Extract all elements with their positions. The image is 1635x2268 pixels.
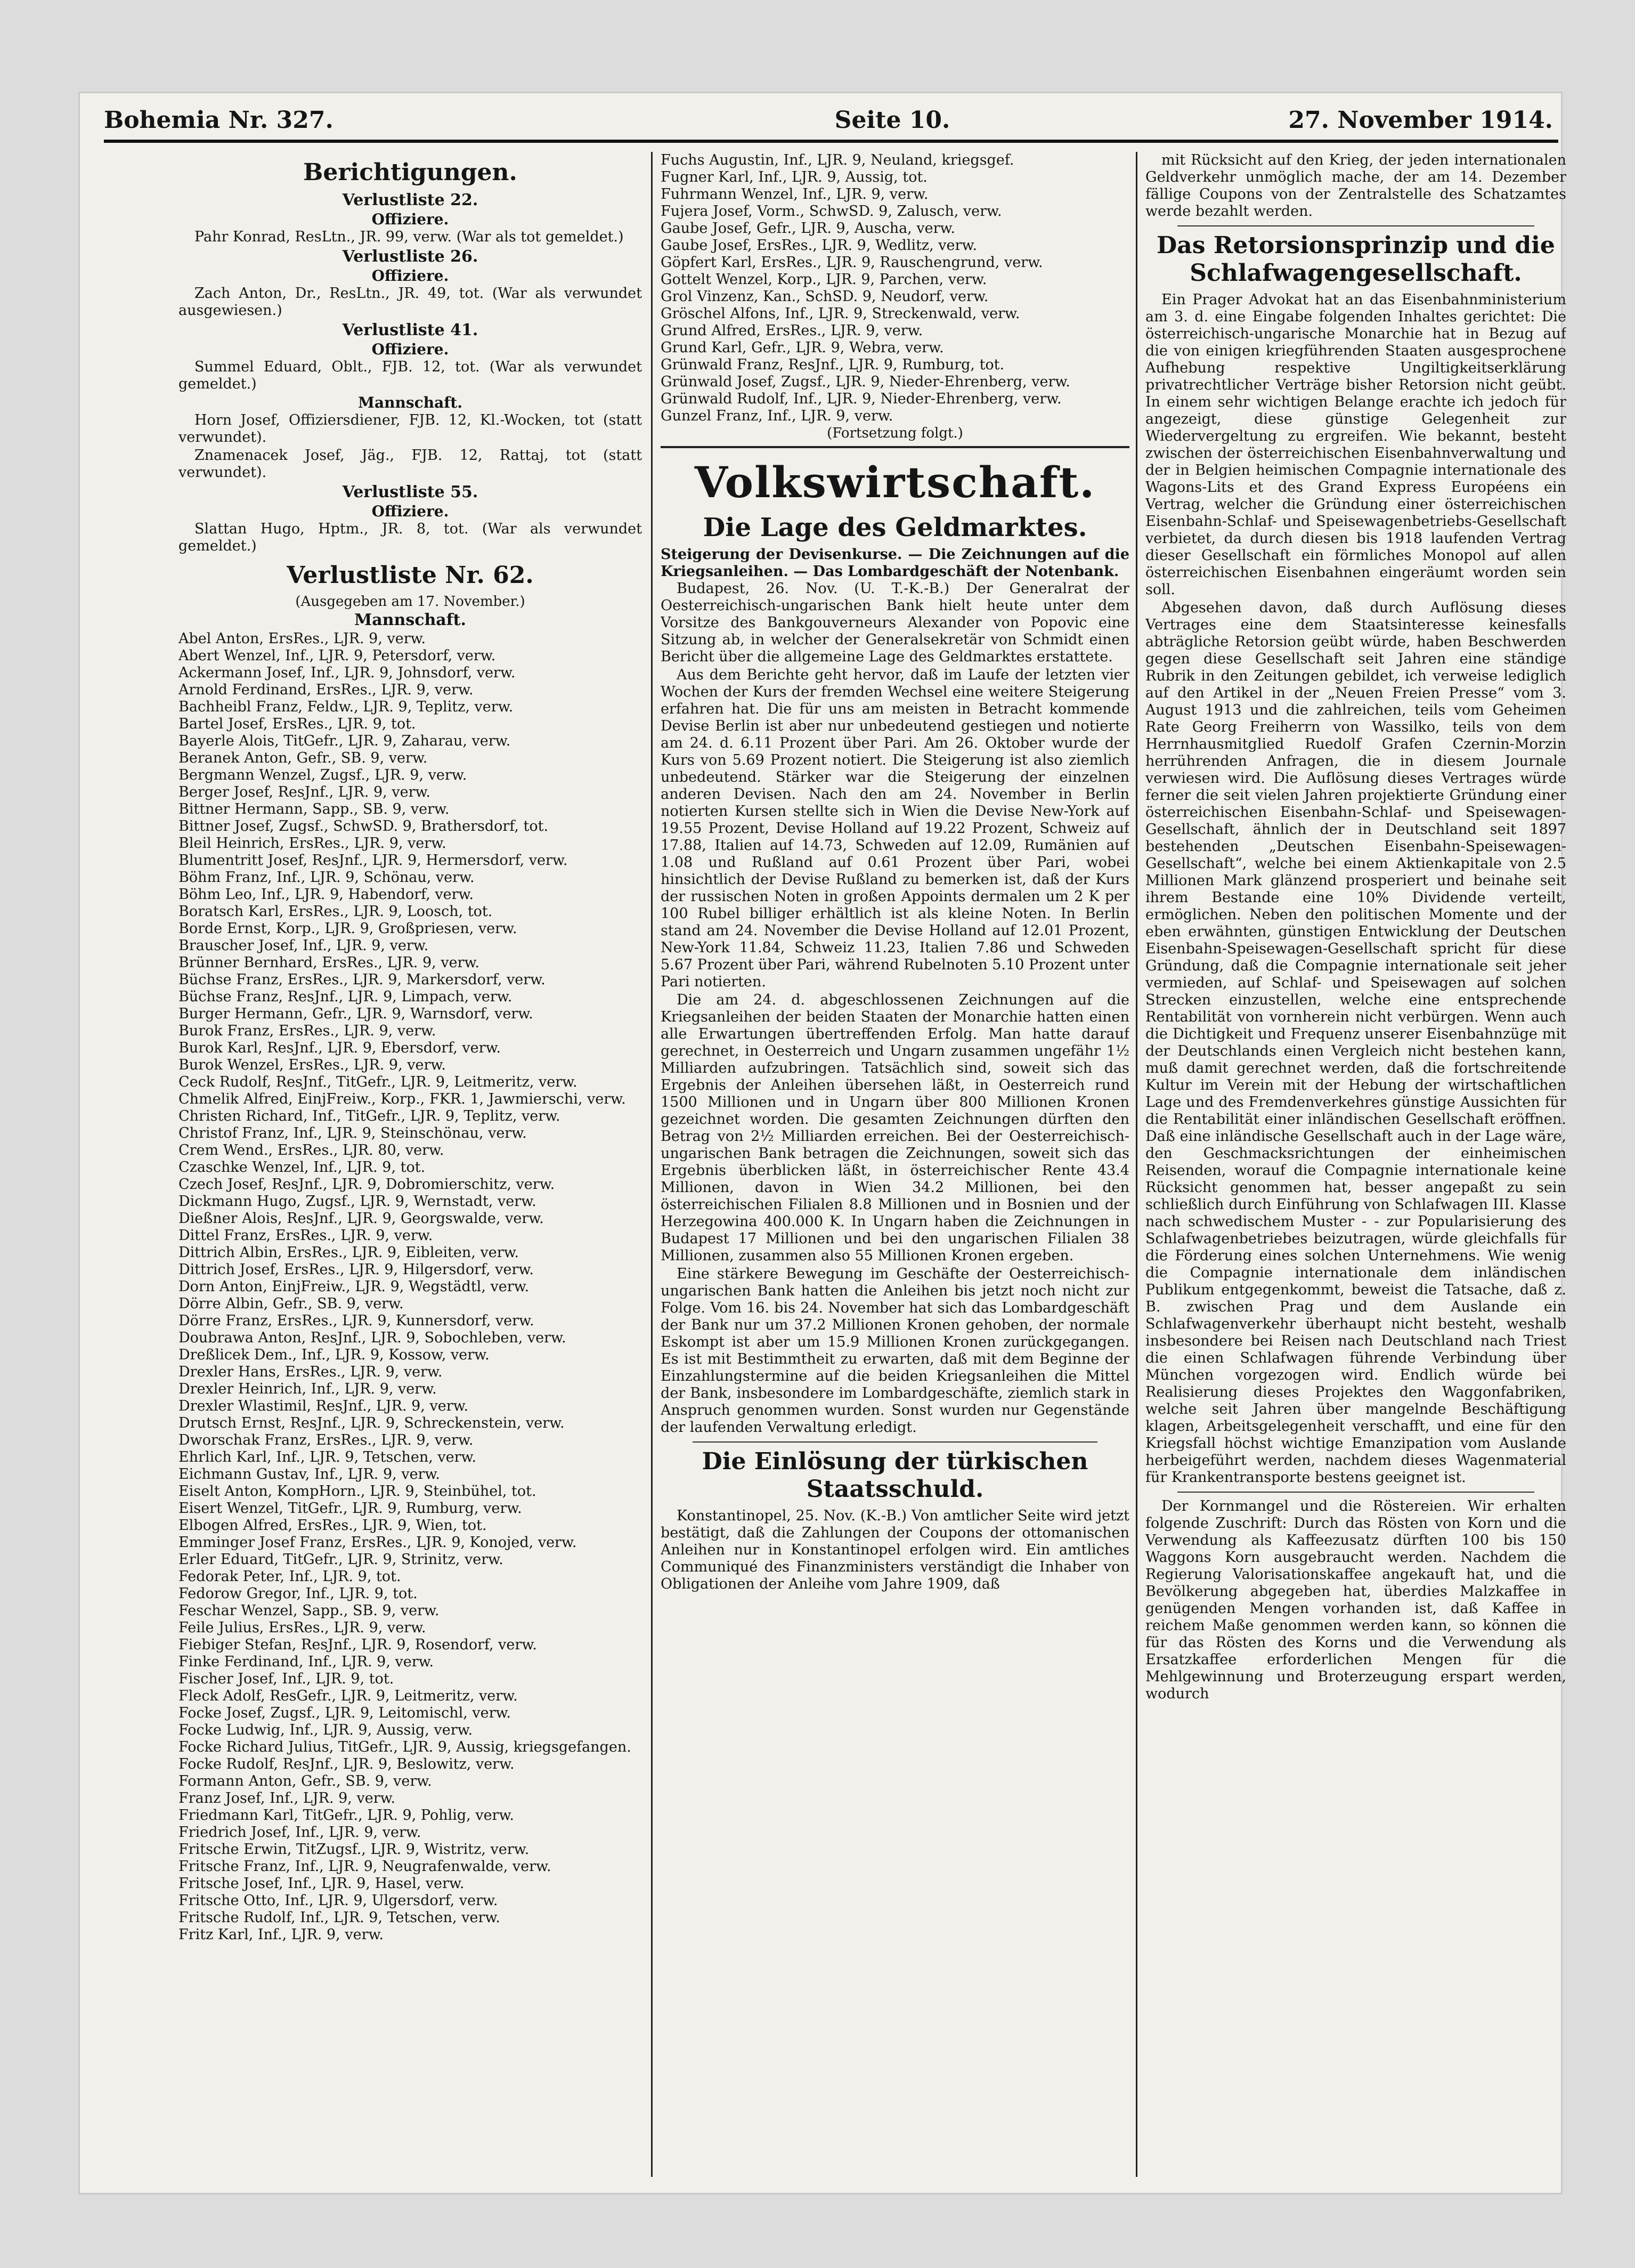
list-entry: Fleck Adolf, ResGefr., LJR. 9, Leitmeritz, verw. — [178, 1688, 518, 1704]
list-entry: Gunzel Franz, Inf., LJR. 9, verw. — [661, 408, 893, 424]
list-entry: Böhm Leo, Inf., LJR. 9, Habendorf, verw. — [178, 886, 474, 903]
article-rule — [1177, 225, 1534, 226]
grain-shortage-article: Der Kornmangel und die Röstereien. Wir erhalten folgende Zuschrift: Durch das Rösten von Korn und die Verwendung als Kaffeezusatz dürften 100 bis 150 Waggons Korn ausgebraucht werden. Nachdem die Regierung Valorisationskaffee angekauft hat, und die Bevölkerung abgegeben hat, überdies Malzkaffee in genügenden Mengen vorhanden ist, daß Kaffee in reichem Maße genommen werden kann, so können die für das Rösten des Korns und die Verwendung als Ersatzkaffee erforderlichen Mengen für die Mehlgewinnung und Broterzeugung erspart werden, wodurch — [1145, 1498, 1566, 1702]
list-entry: Bayerle Alois, TitGefr., LJR. 9, Zaharau, verw. — [178, 733, 511, 749]
list-entry: Grol Vinzenz, Kan., SchSD. 9, Neudorf, verw. — [661, 288, 989, 305]
list-entry: Focke Josef, Zugsf., LJR. 9, Leitomischl, verw. — [178, 1705, 511, 1721]
list-entry: Boratsch Karl, ErsRes., LJR. 9, Loosch, tot. — [178, 903, 493, 920]
list-entry: Gottelt Wenzel, Korp., LJR. 9, Parchen, verw. — [661, 271, 987, 288]
list-entry: Grund Alfred, ErsRes., LJR. 9, verw. — [661, 322, 923, 339]
list-heading: Verlustliste 26. — [342, 247, 478, 266]
list-heading: Verlustliste 41. — [342, 321, 478, 339]
section-rule — [661, 446, 1129, 448]
list-entry: Burger Hermann, Gefr., LJR. 9, Warnsdorf, verw. — [178, 1006, 533, 1022]
list-heading: Verlustliste 55. — [342, 483, 478, 501]
list-entry: Arnold Ferdinand, ErsRes., LJR. 9, verw. — [178, 682, 474, 698]
list-entry: Dittrich Albin, ErsRes., LJR. 9, Eibleiten, verw. — [178, 1244, 519, 1261]
column-divider — [1136, 152, 1137, 2177]
list-entry: Dittrich Josef, ErsRes., LJR. 9, Hilgersdorf, verw. — [178, 1261, 534, 1278]
paragraph: Abgesehen davon, daß durch Auflösung dieses Vertrages eine dem Staatsinteresse keinesfalls abträgliche Retorsion geübt würde, haben Beschwerden gegen diese Gesellschaft seit Jahren eine ständige Rubrik in den Zeitungen gebildet, ich verweise lediglich auf den Artikel in der „Neuen Freien Presse“ vom 3. August 1913 und die zahlreichen, teils vom Geheimen Rate Georg Freiherrn von Wassilko, teils von dem Herrnhausmitglied Ruedolf Grafen Czernin-Morzin herrührenden Anfragen, die in diesem Journale verwiesen wird. Die Auflösung dieses Vertrages würde ferner die seit vielen Jahren projektierte Gründung einer österreichischen Eisenbahn-Schlaf- und Speisewagen-Gesellschaft, ähnlich der in Deutschland seit 1897 bestehenden „Deutschen Eisenbahn-Speisewagen-Gesellschaft“, welche bei einem Aktienkapitale von 2.5 Millionen Mark glänzend prosperiert und beinahe seit ihrem Bestande eine 10% Dividende verteilt, ermöglichen. Neben den politischen Momente und der eben erwähnten, günstigen Entwicklung der Deutschen Eisenbahn-Speisewagen-Gesellschaft spricht für diese Gründung, daß die Compagnie internationale seit jeher vermieden, auf Schlaf- und Speisewagen auf solchen Strecken einzustellen, welche eine entsprechende Rentabilität von vornherein nicht verbürgen. Wenn auch die Dichtigkeit und Frequenz unserer Eisenbahnzüge mit der Deutschlands einen Vergleich nicht bestehen kann, muß damit gerechnet werden, daß die fortschreitende Kultur im Verein mit der Hebung der wirtschaftlichen Lage und des Fremdenverkehres günstige Aussichten für die Rentabilität einer inländischen Gesellschaft eröffnen. Daß eine inländische Gesellschaft auch in der Lage wäre, den Geschmacksrichtungen der einheimischen Reisenden, worauf die Compagnie internationale keine Rücksicht genommen hat, besser angepaßt zu sein schließlich durch Einführung von Schlafwagen III. Klasse nach schwedischem Muster - - zur Popularisierung des Schlafwagenbetriebes beizutragen, würde gleichfalls für die Förderung eines solchen Unternehmens. Wie wenig die Compagnie internationale dem inländischen Publikum entgegenkommt, beweist die Tatsache, daß z. B. zwischen Prag und dem Auslande ein Schlafwagenverkehr überhaupt nicht besteht, weshalb insbesondere bei Reisen nach Deutschland nach Triest die einen Schlafwagen führende Verbindung über München vorgezogen wird. Endlich würde bei Realisierung dieses Projektes den Waggonfabriken, welche seit Jahren über mangelnde Beschäftigung klagen, Arbeitsgelegenheit verschafft, und eine für den Kriegsfall höchst wichtige Emanzipation vom Auslande herbeigeführt werden, nachdem dieses Wagenmaterial für Krankentransporte bestens geeignet ist. — [1145, 600, 1566, 1486]
list-entry: Christen Richard, Inf., TitGefr., LJR. 9, Teplitz, verw. — [178, 1108, 560, 1124]
paragraph: Die am 24. d. abgeschlossenen Zeichnungen auf die Kriegsanleihen der beiden Staaten der Monarchie hatten einen alle Erwartungen übertreffenden Erfolg. Man hatte darauf gerechnet, in Oesterreich und Ungarn zusammen ungefähr 1½ Milliarden aufzubringen. Tatsächlich sind, soweit sich das Ergebnis der Anleihen übersehen läßt, in Oesterreich rund 1500 Millionen und in Ungarn über 800 Millionen Kronen gezeichnet worden. Die gesamten Zeichnungen dürften den Betrag von 2½ Milliarden erreichen. Bei der Oesterreichisch-ungarischen Bank betragen die Zeichnungen, soweit sich das Ergebnis überblicken läßt, in österreichischer Rente 43.4 Millionen, davon in Wien 34.2 Millionen, bei den österreichischen Filialen 8.8 Millionen und in Bosnien und der Herzegowina 400.000 K. In Ungarn haben die Zeichnungen in Budapest 17 Millionen und bei den ungarischen Filialen 38 Millionen, zusammen also 55 Millionen Kronen ergeben. — [661, 992, 1129, 1264]
list-entry: Fritsche Erwin, TitZugsf., LJR. 9, Wistritz, verw. — [178, 1841, 530, 1858]
list-heading: Verlustliste 22. — [342, 191, 478, 209]
list-entry: Drexler Hans, ErsRes., LJR. 9, verw. — [178, 1364, 443, 1380]
list-entry: Gaube Josef, ErsRes., LJR. 9, Wedlitz, verw. — [661, 237, 977, 254]
list-entry: Summel Eduard, Oblt., FJB. 12, tot. (War als verwundet gemeldet.) — [178, 359, 642, 392]
list-entry: Fedorow Gregor, Inf., LJR. 9, tot. — [178, 1585, 418, 1602]
list-entry: Ackermann Josef, Inf., LJR. 9, Johnsdorf, verw. — [178, 665, 516, 681]
money-market-body — [661, 580, 1129, 1436]
list-entry: Dorn Anton, EinjFreiw., LJR. 9, Wegstädtl, verw. — [178, 1278, 530, 1295]
loss-list-title: Verlustliste Nr. 62. — [287, 562, 534, 589]
article-rule — [693, 1441, 1097, 1443]
list-entry: Borde Ernst, Korp., LJR. 9, Großpriesen, verw. — [178, 920, 517, 937]
paragraph: Aus dem Berichte geht hervor, daß im Laufe der letzten vier Wochen der Kurs der fremden Wechsel eine weitere Steigerung erfahren hat. Die für uns am meisten in Betracht kommende Devise Berlin ist aber nur unbedeutend gestiegen und notierte am 24. d. 6.11 Prozent über Pari. Am 26. Oktober wurde der Kurs von 5.69 Prozent notiert. Die Steigerung ist also ziemlich unbedeutend. Stärker war die Steigerung der einzelnen anderen Devisen. Nach den am 24. November in Berlin notierten Kursen stellte sich in Wien die Devise New-York auf 19.55 Prozent, Devise Holland auf 19.22 Prozent, Schweiz auf 17.88, Italien auf 14.73, Schweden auf 12.09, Rumänien auf 1.08 und Rußland auf 0.61 Prozent über Pari, wobei hinsichtlich der Devise Rußland zu bemerken ist, daß der Kurs der russischen Noten in großen Appoints dermalen um 2 K per 100 Rubel billiger erhältlich ist als kleine Noten. In Berlin stand am 24. November die Devise Holland auf 12.01 Prozent, New-York 11.84, Schweiz 11.23, Italien 7.86 und Schweden 5.67 Prozent über Pari, während Rubelnoten 5.10 Prozent unter Pari notierten. — [661, 667, 1129, 990]
list-entry: Erler Eduard, TitGefr., LJR. 9, Strinitz, verw. — [178, 1551, 503, 1568]
list-entry: Pahr Konrad, ResLtn., JR. 99, verw. (War als tot gemeldet.) — [194, 229, 624, 245]
list-entry: Bleil Heinrich, ErsRes., LJR. 9, verw. — [178, 835, 446, 852]
list-entry: Czaschke Wenzel, Inf., LJR. 9, tot. — [178, 1159, 426, 1176]
list-entry: Blumentritt Josef, ResJnf., LJR. 9, Hermersdorf, verw. — [178, 852, 568, 869]
list-entry: Finke Ferdinand, Inf., LJR. 9, verw. — [178, 1654, 434, 1670]
list-entry: Grünwald Franz, ResJnf., LJR. 9, Rumburg, tot. — [661, 357, 1005, 373]
list-entry: Fiebiger Stefan, ResJnf., LJR. 9, Rosendorf, verw. — [178, 1637, 537, 1653]
list-entry: Bergmann Wenzel, Zugsf., LJR. 9, verw. — [178, 767, 467, 783]
list-entry: Burok Karl, ResJnf., LJR. 9, Ebersdorf, verw. — [178, 1040, 501, 1056]
issued-note: (Ausgegeben am 17. November.) — [295, 594, 525, 610]
casualty-list — [178, 630, 642, 1943]
list-entry: Böhm Franz, Inf., LJR. 9, Schönau, verw. — [178, 869, 475, 886]
list-entry: Friedmann Karl, TitGefr., LJR. 9, Pohlig, verw. — [178, 1807, 514, 1824]
list-entry: Drexler Heinrich, Inf., LJR. 9, verw. — [178, 1381, 437, 1397]
header-rule — [104, 140, 1558, 143]
list-entry: Dießner Alois, ResJnf., LJR. 9, Georgswalde, verw. — [178, 1210, 544, 1227]
column-2 — [661, 152, 1129, 2177]
list-entry: Czech Josef, ResJnf., LJR. 9, Dobromierschitz, verw. — [178, 1176, 555, 1193]
retorsion-body — [1145, 291, 1566, 1486]
officers-heading: Offiziere. — [371, 267, 449, 285]
list-entry: Dickmann Hugo, Zugsf., LJR. 9, Wernstadt, verw. — [178, 1193, 536, 1210]
list-entry: Fuchs Augustin, Inf., LJR. 9, Neuland, kriegsgef. — [661, 152, 1014, 168]
list-entry: Fugner Karl, Inf., LJR. 9, Aussig, tot. — [661, 169, 928, 185]
page-number: Seite 10. — [834, 107, 950, 134]
list-entry: Zach Anton, Dr., ResLtn., JR. 49, tot. (War als verwundet ausgewiesen.) — [178, 285, 642, 319]
list-entry: Znamenacek Josef, Jäg., FJB. 12, Rattaj, tot (statt verwundet). — [178, 447, 642, 481]
list-entry: Drexler Wlastimil, ResJnf., LJR. 9, verw. — [178, 1398, 469, 1414]
list-entry: Bartel Josef, ErsRes., LJR. 9, tot. — [178, 716, 416, 732]
list-entry: Bittner Hermann, Sapp., SB. 9, verw. — [178, 801, 450, 817]
list-entry: Franz Josef, Inf., LJR. 9, verw. — [178, 1790, 396, 1807]
officers-heading: Offiziere. — [371, 503, 449, 520]
list-entry: Abel Anton, ErsRes., LJR. 9, verw. — [178, 630, 426, 647]
issue-number: Bohemia Nr. 327. — [104, 107, 333, 134]
list-entry: Formann Anton, Gefr., SB. 9, verw. — [178, 1773, 432, 1789]
paragraph: Ein Prager Advokat hat an das Eisenbahnministerium am 3. d. eine Eingabe folgenden Inhaltes gerichtet: Die österreichisch-ungarische Monarchie hat in Bezug auf die von einigen kriegführenden Staaten ausgesprochene Aufhebung respektive Ungiltigkeitserklärung privatrechtlicher Verträge bisher Retorsion nicht geübt. In einem sehr wichtigen Belange erachte ich jedoch für angezeigt, diese günstige Gelegenheit zur Wiedervergeltung zu ergreifen. Wie bekannt, besteht zwischen der österreichischen Eisenbahnverwaltung und der in Belgien heimischen Compagnie internationale des Wagons-Lits et des Grand Express Européens ein Vertrag, welcher die Gründung einer österreichischen Eisenbahn-Schlaf- und Speisewagenbetriebs-Gesellschaft verbietet, da durch diesen bis 1918 laufenden Vertrag dieser Gesellschaft ein förmliches Monopol auf allen österreichischen Eisenbahnen eingeräumt worden sein soll. — [1145, 291, 1566, 598]
list-entry: Ceck Rudolf, ResJnf., TitGefr., LJR. 9, Leitmeritz, verw. — [178, 1074, 577, 1090]
column-divider — [651, 152, 653, 2177]
list-entry: Slattan Hugo, Hptm., JR. 8, tot. (War als verwundet gemeldet.) — [178, 521, 642, 554]
economy-section-title: Volkswirtschaft. — [694, 457, 1096, 507]
article-continuation: mit Rücksicht auf den Krieg, der jeden internationalen Geldverkehr unmöglich mache, der am 14. Dezember fällige Coupons von der Zentralstelle des Schatzamtes werde bezahlt werden. — [1145, 152, 1566, 220]
casualty-list-continued — [661, 152, 1129, 425]
paragraph: Budapest, 26. Nov. (U. T.-K.-B.) Der Generalrat der Oesterreichisch-ungarischen Bank hielt heute unter dem Vorsitze des Bankgouverneurs Alexander von Popovic eine Sitzung ab, in welcher der Generalsekretär von Schmidt einen Bericht über die allgemeine Lage des Geldmarktes erstattete. — [661, 580, 1129, 665]
list-entry: Focke Ludwig, Inf., LJR. 9, Aussig, verw. — [178, 1722, 473, 1738]
money-market-subtitle: Steigerung der Devisenkurse. — Die Zeichnungen auf die Kriegsanleihen. — Das Lombardgeschäft der Notenbank. — [661, 546, 1129, 580]
list-entry: Chmelik Alfred, EinjFreiw., Korp., FKR. 1, Jawmierschi, verw. — [178, 1091, 626, 1107]
paragraph: Eine stärkere Bewegung im Geschäfte der Oesterreichisch-ungarischen Bank hatten die Anleihen bis jetzt noch nicht zur Folge. Vom 16. bis 24. November hat sich das Lombardgeschäft der Bank nur um 37.2 Millionen Kronen gehoben, der normale Eskompt ist aber um 15.9 Millionen Kronen zurückgegangen. Es ist mit Bestimmtheit zu erwarten, daß mit dem Beginne der Einzahlungstermine auf die beiden Kriegsanleihen die Mittel der Bank, insbesondere im Lombardgeschäfte, ziemlich stark in Anspruch genommen wurden. Sonst wurden nur Gegenstände der laufenden Verwaltung erledigt. — [661, 1266, 1129, 1436]
list-entry: Fritsche Rudolf, Inf., LJR. 9, Tetschen, verw. — [178, 1909, 500, 1926]
list-entry: Büchse Franz, ResJnf., LJR. 9, Limpach, verw. — [178, 989, 513, 1005]
list-entry: Emminger Josef Franz, ErsRes., LJR. 9, Konojed, verw. — [178, 1534, 577, 1551]
list-entry: Christof Franz, Inf., LJR. 9, Steinschönau, verw. — [178, 1125, 527, 1141]
list-entry: Elbogen Alfred, ErsRes., LJR. 9, Wien, tot. — [178, 1517, 487, 1534]
list-entry: Berger Josef, ResJnf., LJR. 9, verw. — [178, 784, 430, 800]
list-entry: Fedorak Peter, Inf., LJR. 9, tot. — [178, 1568, 401, 1585]
list-entry: Bittner Josef, Zugsf., SchwSD. 9, Brathersdorf, tot. — [178, 818, 549, 835]
list-entry: Feile Julius, ErsRes., LJR. 9, verw. — [178, 1619, 426, 1636]
list-entry: Focke Rudolf, ResJnf., LJR. 9, Beslowitz, verw. — [178, 1756, 515, 1772]
list-entry: Gröschel Alfons, Inf., LJR. 9, Streckenwald, verw. — [661, 305, 1020, 322]
list-entry: Dreßlicek Dem., Inf., LJR. 9, Kossow, verw. — [178, 1347, 490, 1363]
officers-heading: Offiziere. — [371, 210, 449, 228]
issue-date: 27. November 1914. — [1288, 107, 1553, 134]
list-entry: Crem Wend., ErsRes., LJR. 80, verw. — [178, 1142, 444, 1159]
list-entry: Brünner Bernhard, ErsRes., LJR. 9, verw. — [178, 954, 479, 971]
crew-heading: Mannschaft. — [354, 611, 466, 629]
list-entry: Friedrich Josef, Inf., LJR. 9, verw. — [178, 1824, 421, 1841]
list-entry: Horn Josef, Offiziersdiener, FJB. 12, Kl.-Wocken, tot (statt verwundet). — [178, 412, 642, 446]
list-entry: Fritsche Otto, Inf., LJR. 9, Ulgersdorf, verw. — [178, 1892, 498, 1909]
list-entry: Eisert Wenzel, TitGefr., LJR. 9, Rumburg, verw. — [178, 1500, 522, 1517]
list-entry: Ehrlich Karl, Inf., LJR. 9, Tetschen, verw. — [178, 1449, 477, 1465]
list-entry: Drutsch Ernst, ResJnf., LJR. 9, Schreckenstein, verw. — [178, 1415, 565, 1431]
list-entry: Grünwald Josef, Zugsf., LJR. 9, Nieder-Ehrenberg, verw. — [661, 374, 1070, 390]
list-entry: Büchse Franz, ErsRes., LJR. 9, Markersdorf, verw. — [178, 971, 546, 988]
list-entry: Fritsche Franz, Inf., LJR. 9, Neugrafenwalde, verw. — [178, 1858, 551, 1875]
list-entry: Burok Franz, ErsRes., LJR. 9, verw. — [178, 1023, 436, 1039]
list-entry: Fujera Josef, Vorm., SchwSD. 9, Zalusch, verw. — [661, 203, 1002, 220]
page-header — [104, 107, 1574, 144]
column-1 — [178, 152, 642, 2177]
list-entry: Dittel Franz, ErsRes., LJR. 9, verw. — [178, 1227, 433, 1244]
list-entry: Gaube Josef, Gefr., LJR. 9, Auscha, verw. — [661, 220, 955, 237]
list-entry: Grünwald Rudolf, Inf., LJR. 9, Nieder-Ehrenberg, verw. — [661, 391, 1062, 407]
list-entry: Dörre Albin, Gefr., SB. 9, verw. — [178, 1295, 404, 1312]
list-entry: Brauscher Josef, Inf., LJR. 9, verw. — [178, 937, 429, 954]
list-entry: Bachheibl Franz, Feldw., LJR. 9, Teplitz, verw. — [178, 699, 514, 715]
article-rule — [1177, 1492, 1534, 1493]
money-market-title: Die Lage des Geldmarktes. — [703, 513, 1087, 542]
turkish-debt-body: Konstantinopel, 25. Nov. (K.-B.) Von amtlicher Seite wird jetzt bestätigt, daß die Zahlungen der Coupons der ottomanischen Anleihen nur in Konstantinopel erfolgen wird. Ein amtliches Communiqué des Finanzministers verständigt die Inhaber von Obligationen der Anleihe vom Jahre 1909, daß — [661, 1508, 1129, 1592]
list-entry: Göpfert Karl, ErsRes., LJR. 9, Rauschengrund, verw. — [661, 254, 1043, 271]
turkish-debt-title: Die Einlösung der türkischen Staatsschuld. — [702, 1448, 1088, 1503]
retorsion-title: Das Retorsionsprinzip und die Schlafwagengesellschaft. — [1157, 232, 1555, 287]
list-entry: Eiselt Anton, KompHorn., LJR. 9, Steinbühel, tot. — [178, 1483, 536, 1500]
list-entry: Grund Karl, Gefr., LJR. 9, Webra, verw. — [661, 339, 944, 356]
list-entry: Feschar Wenzel, Sapp., SB. 9, verw. — [178, 1602, 440, 1619]
list-entry: Fritz Karl, Inf., LJR. 9, verw. — [178, 1926, 384, 1943]
officers-heading: Offiziere. — [371, 341, 449, 358]
list-entry: Fuhrmann Wenzel, Inf., LJR. 9, verw. — [661, 186, 929, 203]
list-entry: Focke Richard Julius, TitGefr., LJR. 9, Aussig, kriegsgefangen. — [178, 1739, 631, 1755]
list-entry: Eichmann Gustav, Inf., LJR. 9, verw. — [178, 1466, 440, 1483]
column-3 — [1145, 152, 1566, 2177]
list-entry: Dörre Franz, ErsRes., LJR. 9, Kunnersdorf, verw. — [178, 1313, 534, 1329]
list-entry: Doubrawa Anton, ResJnf., LJR. 9, Sobochleben, verw. — [178, 1330, 566, 1346]
list-entry: Burok Wenzel, ErsRes., LJR. 9, verw. — [178, 1057, 446, 1073]
list-entry: Fischer Josef, Inf., LJR. 9, tot. — [178, 1671, 394, 1687]
list-entry: Fritsche Josef, Inf., LJR. 9, Hasel, verw. — [178, 1875, 465, 1892]
continuation-note: (Fortsetzung folgt.) — [827, 425, 963, 441]
list-entry: Abert Wenzel, Inf., LJR. 9, Petersdorf, verw. — [178, 647, 496, 664]
list-entry: Dworschak Franz, ErsRes., LJR. 9, verw. — [178, 1432, 474, 1448]
corrections-title: Berichtigungen. — [303, 159, 517, 186]
crew-heading: Mannschaft. — [358, 394, 462, 411]
list-entry: Beranek Anton, Gefr., SB. 9, verw. — [178, 750, 428, 766]
